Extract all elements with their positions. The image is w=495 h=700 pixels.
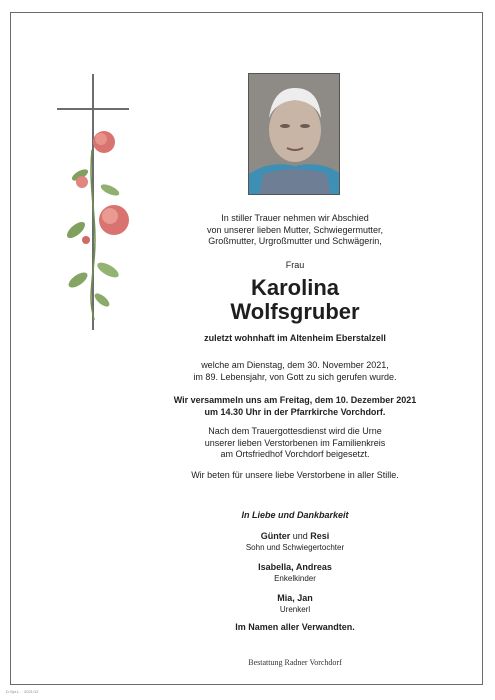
- burial-line: unserer lieben Verstorbenen im Familienkreis: [204, 437, 386, 448]
- mourner-group: [150, 593, 440, 615]
- mourner-group: [150, 531, 440, 553]
- first-name: Karolina: [250, 275, 340, 300]
- intro-line: von unserer lieben Mutter, Schwiegermutter,: [206, 224, 384, 235]
- undertaker: Bestattung Radner Vorchdorf: [248, 658, 342, 667]
- burial-notice: [150, 426, 440, 461]
- death-notice: [150, 360, 440, 383]
- gathering-line: Wir versammeln uns am Freitag, dem 10. Dezember 2021: [173, 395, 417, 405]
- print-mark: D.Spr.L. · 2021/12: [6, 689, 39, 694]
- mourner-name: Günter: [260, 531, 291, 541]
- all-relatives: Im Namen aller Verwandten.: [235, 622, 355, 632]
- gathering-notice: [150, 395, 440, 418]
- mourner-group: [150, 562, 440, 584]
- cross-bar: [57, 108, 129, 110]
- salutation: Frau: [285, 260, 305, 270]
- death-line: welche am Dienstag, dem 30. November 2021,: [201, 360, 389, 370]
- rose-branch-icon: [58, 120, 148, 320]
- mourner-relation: Urenkerl: [279, 604, 311, 614]
- residence: zuletzt wohnhaft im Altenheim Eberstalzell: [204, 333, 386, 343]
- death-line: im 89. Lebensjahr, von Gott zu sich gerufen wurde.: [193, 371, 397, 382]
- gratitude-heading: In Liebe und Dankbarkeit: [241, 510, 349, 520]
- mourner-relation: Sohn und Schwiegertochter: [245, 542, 345, 552]
- gathering-line: um 14.30 Uhr in der Pfarrkirche Vorchdorf.: [204, 406, 386, 417]
- mourner-name: Resi: [310, 531, 330, 541]
- intro-line: In stiller Trauer nehmen wir Abschied: [221, 213, 369, 223]
- portrait-photo: [248, 73, 340, 195]
- mourner-name: Isabella, Andreas: [258, 562, 332, 572]
- burial-line: am Ortsfriedhof Vorchdorf beigesetzt.: [220, 449, 370, 459]
- mourner-name: Mia, Jan: [277, 593, 313, 603]
- mourner-conjunction: und: [290, 531, 311, 541]
- page-border: [10, 12, 483, 685]
- mourner-relation: Enkelkinder: [274, 573, 316, 583]
- intro-line: Großmutter, Urgroßmutter und Schwägerin,: [208, 236, 382, 246]
- last-name: Wolfsgruber: [230, 299, 360, 324]
- burial-line: Nach dem Trauergottesdienst wird die Urne: [208, 426, 382, 436]
- intro-text: [150, 213, 440, 248]
- prayer-text: Wir beten für unsere liebe Verstorbene in aller Stille.: [191, 470, 399, 480]
